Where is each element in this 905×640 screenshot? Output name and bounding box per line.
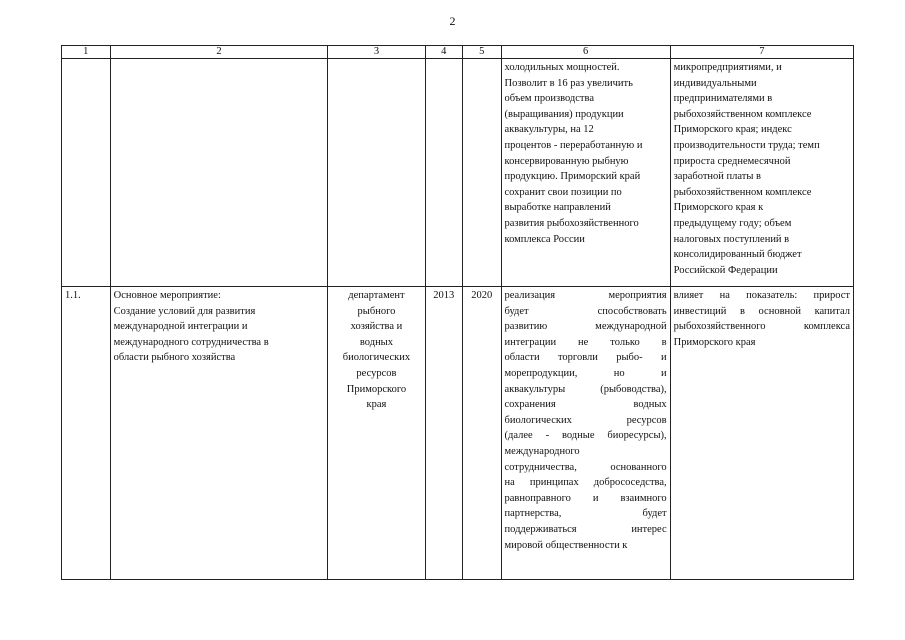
cell-text-line: влияет на показатель: прирост [673, 290, 850, 301]
program-table [61, 45, 854, 580]
cell-text-line: области рыбного хозяйства [113, 352, 236, 364]
cell-text-line: реализация мероприятия [504, 290, 667, 301]
header-cell-5: 5 [463, 46, 501, 59]
cell-text-line: холодильных мощностей. [504, 62, 620, 73]
table-row-1-1 [62, 287, 854, 580]
row1-end-cell [463, 59, 501, 287]
cell-text-line: объем производства [504, 93, 594, 105]
row1-indicator-cell [670, 59, 853, 287]
cell-text-line: биологических ресурсов [504, 414, 667, 426]
row2-name-cell [110, 287, 328, 580]
row1-responsible-cell [328, 59, 425, 287]
cell-text-line: морепродукции, но и [504, 367, 667, 379]
cell-text-line: микропредприятиями, и [673, 62, 782, 73]
cell-text-line: международной интеграции и [113, 321, 248, 333]
cell-text-line: Приморского края [673, 336, 756, 348]
cell-text-line: водных [359, 336, 393, 348]
cell-text-line: процентов - переработанную и [504, 139, 643, 151]
cell-text-line: развития рыбохозяйственного [504, 217, 639, 229]
cell-text-line: Основное мероприятие: [113, 290, 221, 301]
cell-text-line: на принципах добрососедства, [504, 477, 667, 489]
cell-text-line: выработке направлений [504, 202, 611, 214]
header-row [62, 46, 854, 59]
cell-text-line: области торговли рыбо- и [504, 352, 667, 364]
cell-text-line: Приморского [346, 383, 407, 395]
cell-text-line: развитию международной [504, 321, 667, 333]
header-cell-3: 3 [328, 46, 425, 59]
cell-text-line: инвестиций в основной капитал [673, 305, 850, 317]
cell-text-line: рыбохозяйственном комплексе [673, 108, 812, 120]
cell-text-line: аквакультуры (рыбоводства), [504, 383, 667, 395]
page-number: 2 [449, 14, 456, 28]
cell-text-line: комплекса России [504, 233, 585, 245]
cell-text-line: налоговых поступлений в [673, 233, 790, 245]
row2-result-cell [501, 287, 670, 580]
cell-text-line: консолидированный бюджет [673, 249, 802, 261]
cell-text-line: продукцию. Приморский край [504, 171, 641, 183]
cell-text-line: производительности труда; темп [673, 139, 820, 151]
cell-text-line: департамент [348, 290, 405, 301]
cell-text-line: Позволит в 16 раз увеличить [504, 77, 633, 89]
row2-end-year: 2020 [463, 287, 501, 580]
header-cell-4: 4 [425, 46, 462, 59]
row2-indicator-cell [670, 287, 853, 580]
cell-text-line: рыбного [357, 305, 396, 317]
cell-text-line: Приморского края; индекс [673, 124, 792, 136]
cell-text-line: рыбохозяйственного комплекса [673, 321, 850, 333]
cell-text-line: сотрудничества, основанного [504, 461, 667, 473]
cell-text-line: международного [504, 445, 580, 457]
cell-text-line: Создание условий для развития [113, 305, 256, 317]
cell-text-line: интеграции не только в [504, 336, 667, 348]
header-cell-1: 1 [62, 46, 111, 59]
table-row-continued [62, 59, 854, 287]
cell-text-line: предыдущему году; объем [673, 217, 792, 229]
header-cell-6: 6 [501, 46, 670, 59]
cell-text-line: рыбохозяйственном комплексе [673, 186, 812, 198]
cell-text-line: Приморского края к [673, 202, 764, 214]
cell-text-line: сохранит свои позиции по [504, 186, 622, 198]
row2-responsible-cell [328, 287, 425, 580]
cell-text-line: прироста среднемесячной [673, 155, 791, 167]
header-cell-7: 7 [670, 46, 853, 59]
cell-text-line: (выращивания) продукции [504, 108, 624, 120]
row1-num-cell [62, 59, 111, 287]
cell-text-line: международного сотрудничества в [113, 336, 269, 348]
cell-text-line: равноправного и взаимного [504, 492, 667, 504]
row1-result-cell [501, 59, 670, 287]
cell-text-line: заработной платы в [673, 171, 761, 183]
row2-num-cell: 1.1. [62, 287, 111, 580]
row2-start-year: 2013 [425, 287, 462, 580]
cell-text-line: консервированную рыбную [504, 155, 629, 167]
cell-text-line: ресурсов [356, 367, 397, 379]
header-cell-2: 2 [110, 46, 328, 59]
cell-text-line: будет способствовать [504, 305, 667, 317]
cell-text-line: Российской Федерации [673, 264, 778, 276]
cell-text-line: сохранения водных [504, 399, 667, 411]
cell-text-line: хозяйства и [350, 321, 403, 333]
cell-text-line: предпринимателями в [673, 93, 773, 105]
cell-text-line: аквакультуры, на 12 [504, 124, 594, 136]
row1-name-cell [110, 59, 328, 287]
cell-text-line: партнерства, будет [504, 508, 667, 520]
cell-text-line: (далее - водные биоресурсы), [504, 430, 667, 442]
cell-text-line: биологических [342, 352, 411, 364]
cell-text-line: края [366, 399, 387, 411]
cell-text-line: поддерживаться интерес [504, 523, 667, 535]
cell-text-line: мировой общественности к [504, 539, 628, 551]
cell-text-line: индивидуальными [673, 77, 757, 89]
row1-start-cell [425, 59, 462, 287]
